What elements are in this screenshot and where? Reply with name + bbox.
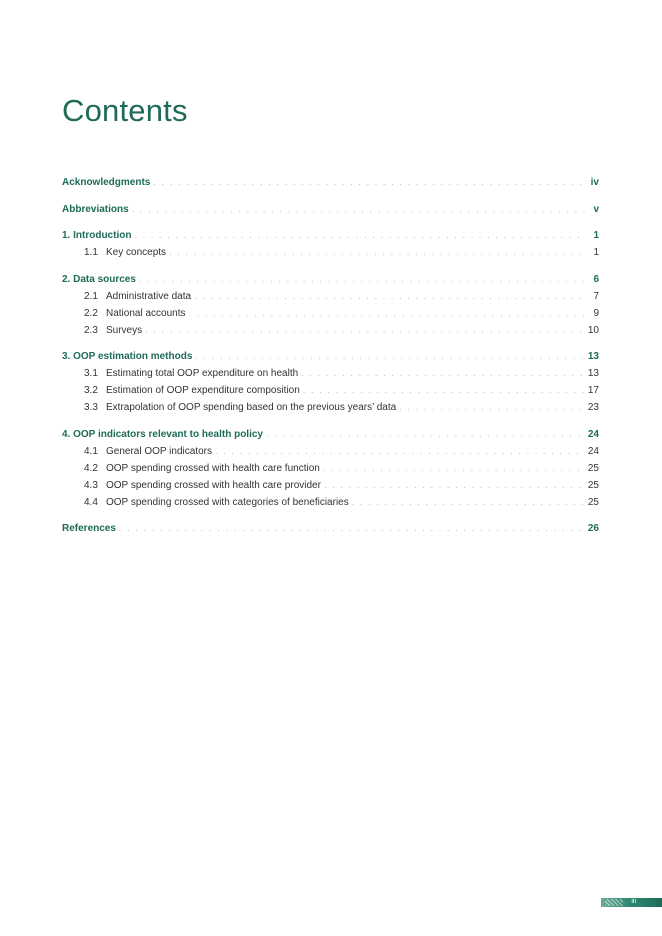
toc-entry-label: Estimation of OOP expenditure composition [106,385,300,396]
dot-leader [195,348,584,365]
toc-entry-label: Key concepts [106,247,167,258]
dot-leader [169,244,586,261]
toc-section-number: 4.1 [84,445,98,457]
toc-page-number: 25 [587,462,599,474]
toc-section-number: 2.2 [84,307,98,319]
dot-leader [215,443,585,460]
dot-leader [303,382,585,399]
toc-entry-label: General OOP indicators [106,445,212,457]
toc-entry-label: Extrapolation of OOP spending based on the previous years’ data [106,402,397,413]
dot-leader [324,477,585,494]
dot-leader [189,305,587,322]
toc-page-number: 1 [593,247,599,258]
toc-entry-label: 3. OOP estimation methods [62,351,193,362]
table-of-contents [62,174,599,537]
dot-leader [119,520,585,537]
dot-leader [139,271,586,288]
toc-section-number: 2.3 [84,324,98,336]
toc-entry-label: Abbreviations [62,203,129,215]
decorative-pattern-icon [605,899,623,906]
dot-leader [153,174,586,191]
toc-page-number: 7 [593,290,599,302]
toc-entry-section-3-3[interactable] [62,399,599,416]
toc-section-number: 3.2 [84,385,98,396]
toc-entry-section-3-1[interactable] [62,365,599,382]
toc-page-number: 24 [587,445,599,457]
toc-entry-chapter-4[interactable] [62,426,599,443]
toc-entry-label: Estimating total OOP expenditure on health [106,368,299,379]
toc-entry-section-4-3[interactable] [62,477,599,494]
toc-page-number: 23 [587,402,599,413]
toc-page-number: 9 [593,307,599,319]
toc-entry-label: 4. OOP indicators relevant to health policy [62,428,263,440]
toc-page-number: 24 [587,428,599,440]
toc-entry-acknowledgments[interactable] [62,174,599,191]
toc-entry-label: 1. Introduction [62,230,132,241]
toc-entry-references[interactable] [62,520,599,537]
toc-page-number: 1 [593,230,599,241]
toc-entry-label: National accounts [106,307,186,319]
toc-entry-section-3-2[interactable] [62,382,599,399]
toc-entry-label: Acknowledgments [62,177,151,188]
toc-page-number: 17 [587,385,599,396]
dot-leader [194,288,586,305]
toc-section-number: 4.4 [84,496,98,508]
dot-leader [145,322,585,339]
dot-leader [323,460,585,477]
footer-page-number: iii [631,898,636,905]
toc-entry-label: OOP spending crossed with categories of beneficiaries [106,496,349,508]
toc-entry-label: References [62,523,116,534]
toc-page-number: 25 [587,479,599,491]
toc-page-number: 13 [587,368,599,379]
toc-entry-section-4-1[interactable] [62,443,599,460]
toc-entry-label: 2. Data sources [62,273,136,285]
toc-entry-section-2-1[interactable] [62,288,599,305]
page-title: Contents [62,92,188,128]
page-number-badge [601,898,662,907]
toc-entry-label: Administrative data [106,290,192,302]
toc-entry-section-4-2[interactable] [62,460,599,477]
toc-section-number: 1.1 [84,247,98,258]
toc-entry-chapter-1[interactable] [62,227,599,244]
toc-section-number: 4.2 [84,462,98,474]
toc-section-number: 4.3 [84,479,98,491]
dot-leader [132,201,586,218]
dot-leader [266,426,585,443]
toc-page-number: v [593,203,599,215]
toc-entry-abbreviations[interactable] [62,201,599,218]
toc-entry-section-4-4[interactable] [62,494,599,511]
toc-entry-chapter-3[interactable] [62,348,599,365]
toc-entry-label: Surveys [106,324,143,336]
toc-page-number: 25 [587,496,599,508]
toc-section-number: 2.1 [84,290,98,302]
toc-entry-section-2-3[interactable] [62,322,599,339]
dot-leader [399,399,585,416]
toc-entry-chapter-2[interactable] [62,271,599,288]
toc-page-number: 26 [587,523,599,534]
toc-page-number: 13 [587,351,599,362]
dot-leader [352,494,585,511]
dot-leader [301,365,585,382]
dot-leader [134,227,586,244]
toc-page-number: 10 [587,324,599,336]
toc-entry-section-1-1[interactable] [62,244,599,261]
toc-section-number: 3.3 [84,402,98,413]
toc-entry-label: OOP spending crossed with health care function [106,462,320,474]
toc-page-number: 6 [593,273,599,285]
toc-entry-section-2-2[interactable] [62,305,599,322]
toc-page-number: iv [590,177,599,188]
toc-entry-label: OOP spending crossed with health care provider [106,479,321,491]
toc-section-number: 3.1 [84,368,98,379]
